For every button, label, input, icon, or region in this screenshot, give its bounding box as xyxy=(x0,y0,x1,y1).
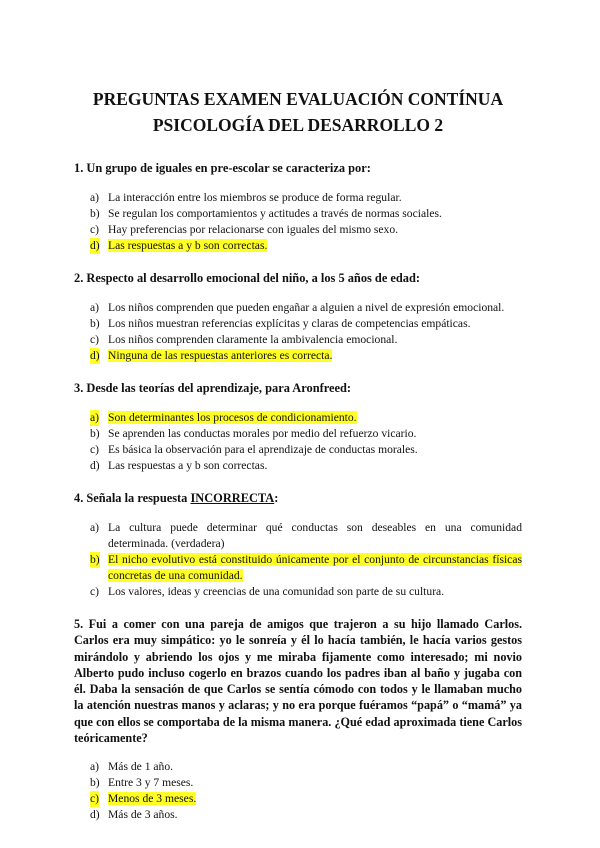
option-5c-highlighted: c) Menos de 3 meses. xyxy=(90,792,197,806)
question-1: 1. Un grupo de iguales en pre-escolar se caracteriza por: xyxy=(74,161,371,175)
option-3a-highlighted: a) Son determinantes los procesos de condicionamiento. xyxy=(90,411,357,424)
option-3c: c) Es básica la observación para el aprendizaje de conductas morales. xyxy=(90,443,418,456)
option-3d: d) Las respuestas a y b son correctas. xyxy=(90,459,268,472)
title-line-2: PSICOLOGÍA DEL DESARROLLO 2 xyxy=(152,115,444,135)
option-4b-highlighted: b) El nicho evolutivo está constituido únicamente por el conjunto de circunstancias físicas concretas de una comunidad. xyxy=(90,553,522,582)
option-4a: a) La cultura puede determinar qué conductas son deseables en una comunidad determinada. (verdadera) xyxy=(90,521,522,550)
question-4-options xyxy=(74,520,522,600)
option-1a: a) La interacción entre los miembros se produce de forma regular. xyxy=(90,191,402,204)
question-4: 4. Señala la respuesta INCORRECTA: xyxy=(74,491,279,505)
question-2-options xyxy=(74,300,522,364)
option-1b: b) Se regulan los comportamientos y actitudes a través de normas sociales. xyxy=(90,207,442,220)
option-5b: b) Entre 3 y 7 meses. xyxy=(90,776,194,790)
question-5: 5. Fui a comer con una pareja de amigos que trajeron a su hijo llamado Carlos. Carlos era muy simpático: yo le sonreía y él lo hacía también, le hacía varios gestos mirándolo y abriendo los ojos y me miraba fijamente como interesado; mi novio Alberto pudo incluso cogerlo en brazos cuando los padres iban al baño y jugaba con él. Daba la sensación de que Carlos se sentía cómodo con todos y le llamaban mucho la atención nuestras manos y aclaras; y no era porque fuéramos “papá” o “mamá” ya que con ellos se comportaba de la misma manera. ¿Qué edad aproximada tiene Carlos teóricamente? xyxy=(74,617,522,746)
option-2a: a) Los niños comprenden que pueden engañar a alguien a nivel de expresión emocional. xyxy=(90,301,505,314)
question-3: 3. Desde las teorías del aprendizaje, para Aronfreed: xyxy=(74,381,352,395)
question-1-options xyxy=(74,190,522,254)
question-5-options xyxy=(74,759,522,823)
option-5d: d) Más de 3 años. xyxy=(90,808,178,822)
option-2c: c) Los niños comprenden claramente la ambivalencia emocional. xyxy=(90,333,398,346)
option-1c: c) Hay preferencias por relacionarse con iguales del mismo sexo. xyxy=(90,223,399,236)
option-5a: a) Más de 1 año. xyxy=(90,760,174,774)
option-3b: b) Se aprenden las conductas morales por medio del refuerzo vicario. xyxy=(90,427,417,440)
option-2d-highlighted: d) Ninguna de las respuestas anteriores es correcta. xyxy=(90,349,333,362)
question-2: 2. Respecto al desarrollo emocional del niño, a los 5 años de edad: xyxy=(74,271,421,285)
title-line-1: PREGUNTAS EXAMEN EVALUACIÓN CONTÍNUA xyxy=(92,89,504,109)
incorrecta-underlined: INCORRECTA xyxy=(190,491,275,505)
option-1d-highlighted: d) Las respuestas a y b son correctas. xyxy=(90,239,268,252)
document-title xyxy=(74,86,522,138)
question-3-options xyxy=(74,410,522,474)
option-2b: b) Los niños muestran referencias explícitas y claras de competencias empáticas. xyxy=(90,317,471,330)
option-4c: c) Los valores, ideas y creencias de una comunidad son parte de su cultura. xyxy=(90,585,445,598)
